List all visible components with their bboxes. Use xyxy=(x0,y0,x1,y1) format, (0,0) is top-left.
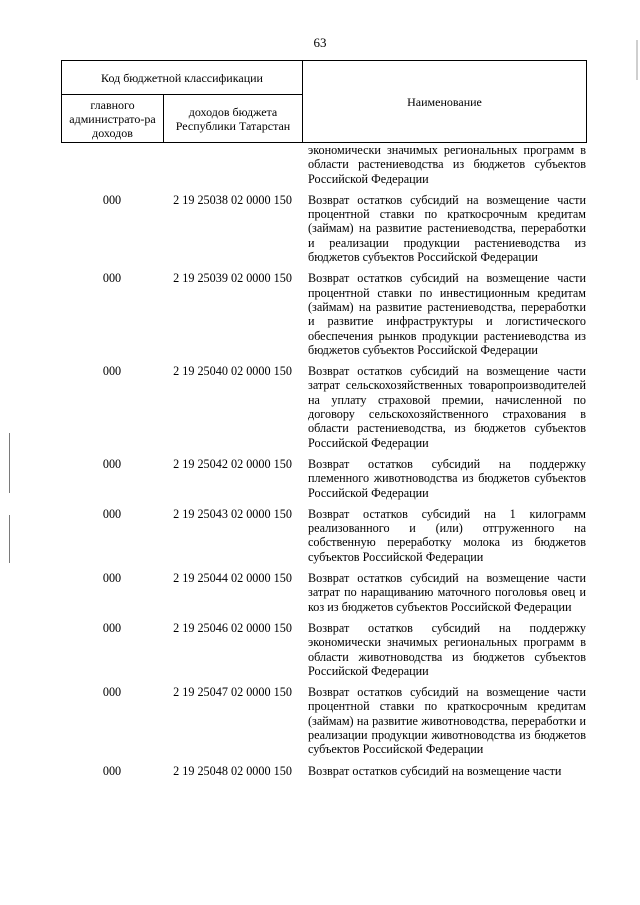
scan-margin-mark xyxy=(9,515,10,563)
scan-edge-mark xyxy=(636,40,638,80)
row-name: экономически значимых региональных программ в области растениеводства из бюджетов субъектов Российской Федерации xyxy=(308,143,586,186)
scan-margin-mark xyxy=(9,433,10,493)
table-row xyxy=(61,193,586,264)
admin-code: 000 xyxy=(102,364,122,379)
table-row xyxy=(61,143,586,186)
table-row xyxy=(61,571,586,614)
admin-code: 000 xyxy=(102,685,122,700)
budget-code: 2 19 25039 02 0000 150 xyxy=(173,271,292,286)
header-code-group: Код бюджетной классификации xyxy=(62,61,303,95)
table-row xyxy=(61,764,586,778)
admin-code: 000 xyxy=(102,271,122,286)
admin-code: 000 xyxy=(102,506,122,521)
admin-code: 000 xyxy=(102,571,122,586)
budget-code: 2 19 25043 02 0000 150 xyxy=(173,506,292,521)
table-row xyxy=(61,271,586,357)
table-header xyxy=(61,60,587,143)
row-name: Возврат остатков субсидий на поддержку племенного животноводства из бюджетов субъектов Российской Федерации xyxy=(308,456,586,500)
budget-code: 2 19 25048 02 0000 150 xyxy=(173,763,292,778)
row-name: Возврат остатков субсидий на 1 килограмм реализованного и (или) отгруженного на собственную переработку молока из бюджетов субъектов Российской Федерации xyxy=(308,506,586,564)
budget-code: 2 19 25038 02 0000 150 xyxy=(173,192,292,207)
row-name: Возврат остатков субсидий на возмещение части процентной ставки по инвестиционным кредитам (займам) на развитие растениеводства, переработки и развитие инфраструктуры и логистического обеспечения рынков продукции растениеводства из бюджетов субъектов Российской Федерации xyxy=(308,271,586,357)
budget-code: 2 19 25042 02 0000 150 xyxy=(173,456,292,471)
budget-code: 2 19 25046 02 0000 150 xyxy=(173,620,292,635)
header-income-column: доходов бюджета Республики Татарстан xyxy=(164,95,303,143)
row-name: Возврат остатков субсидий на возмещение части затрат по наращиванию маточного поголовья овец и коз из бюджетов субъектов Российской Федерации xyxy=(308,571,586,614)
row-name: Возврат остатков субсидий на возмещение части процентной ставки по краткосрочным кредитам (займам) на развитие животноводства, переработки и реализации продукции животноводства из бюджетов субъектов Российской Федерации xyxy=(308,685,586,757)
budget-code: 2 19 25040 02 0000 150 xyxy=(173,364,292,379)
admin-code: 000 xyxy=(102,192,122,207)
row-name: Возврат остатков субсидий на возмещение части xyxy=(308,763,562,778)
page-number: 63 xyxy=(313,35,327,50)
admin-code: 000 xyxy=(102,763,122,778)
row-name: Возврат остатков субсидий на возмещение части процентной ставки по краткосрочным кредитам (займам) на развитие растениеводства, переработки и реализации продукции растениеводства из бюджетов субъектов Российской Федерации xyxy=(308,192,586,265)
header-admin-column: главного администрато-ра доходов xyxy=(62,95,164,143)
table-row xyxy=(61,621,586,678)
header-name: Наименование xyxy=(303,61,587,143)
table-body xyxy=(61,143,586,785)
budget-code: 2 19 25047 02 0000 150 xyxy=(173,685,292,700)
row-name: Возврат остатков субсидий на поддержку экономически значимых региональных программ в области животноводства из бюджетов субъектов Российской Федерации xyxy=(308,620,586,678)
budget-code: 2 19 25044 02 0000 150 xyxy=(173,571,292,586)
table-row xyxy=(61,457,586,500)
table-row xyxy=(61,364,586,450)
admin-code xyxy=(61,143,163,186)
table-row xyxy=(61,507,586,564)
admin-code: 000 xyxy=(102,456,122,471)
table-row xyxy=(61,685,586,756)
budget-code xyxy=(163,143,302,186)
admin-code: 000 xyxy=(102,620,122,635)
row-name: Возврат остатков субсидий на возмещение части затрат сельскохозяйственных товаропроизводителей на уплату страховой премии, начисленной по договору сельскохозяйственного страхования в области растениеводства, из бюджетов субъектов Российской Федерации xyxy=(308,364,586,450)
